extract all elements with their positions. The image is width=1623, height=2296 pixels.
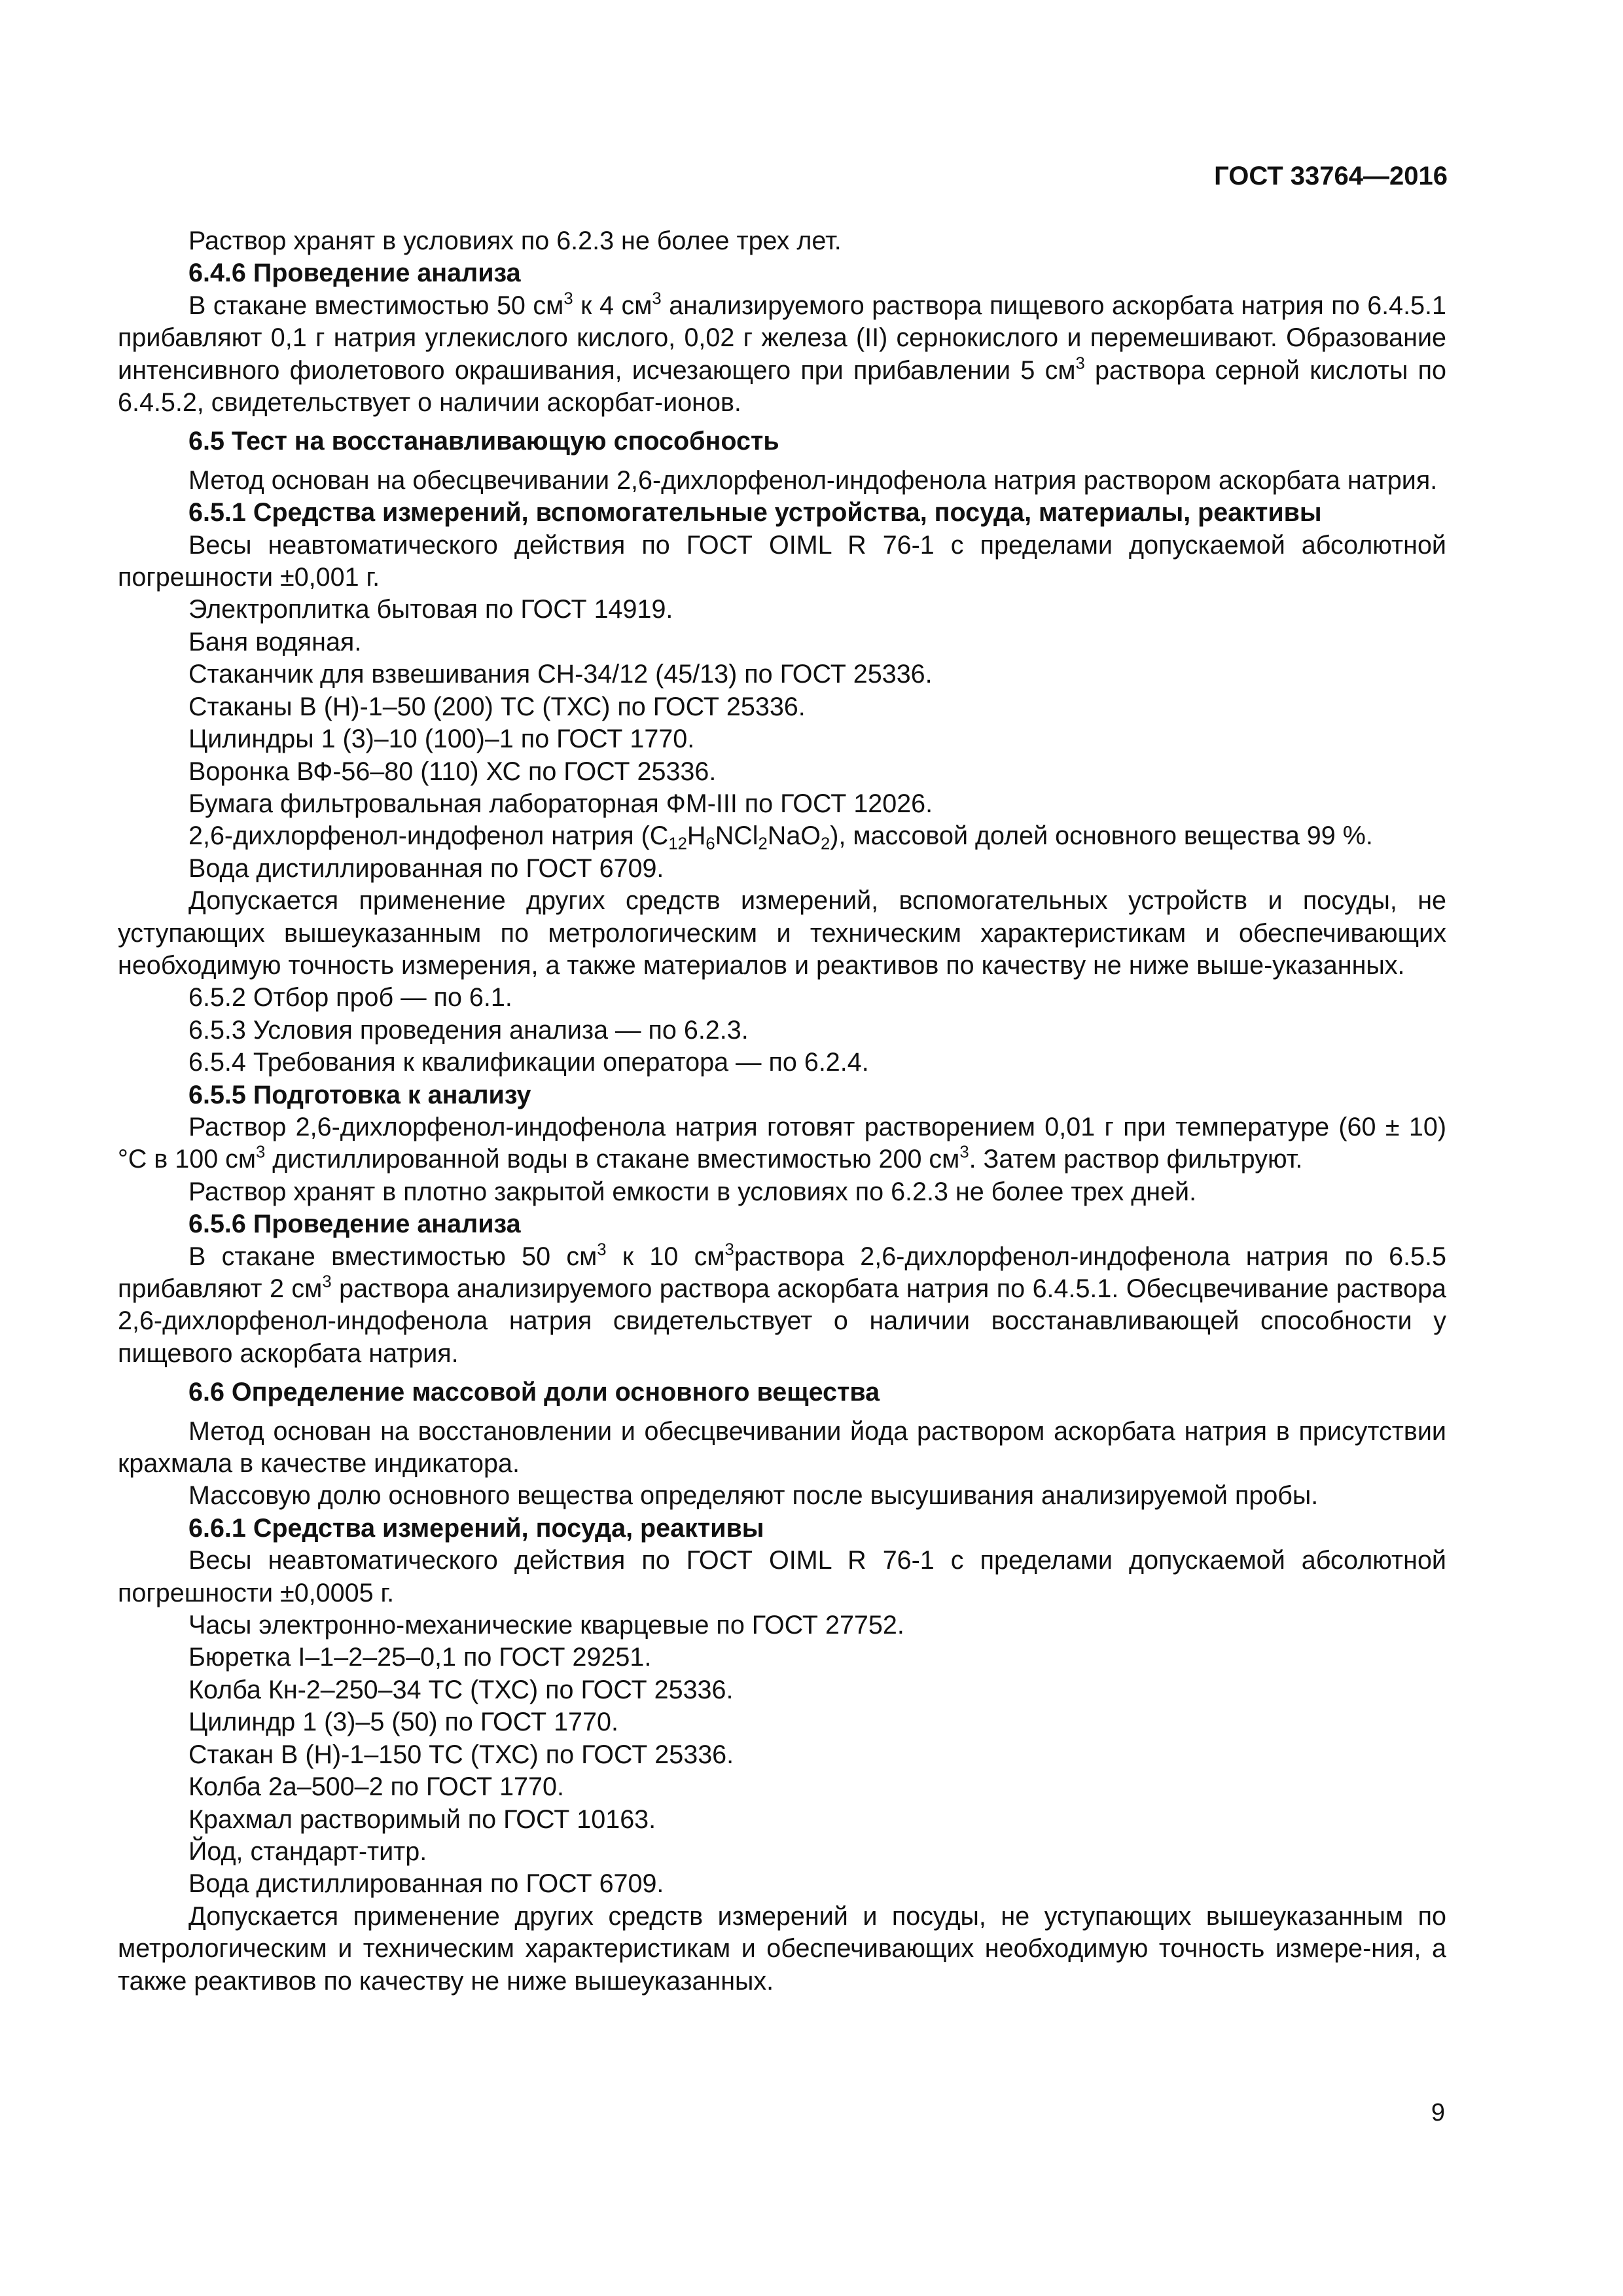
paragraph-storage-days: Раствор хранят в плотно закрытой емкости в условиях по 6.2.3 не более трех дней. <box>188 1177 1197 1206</box>
list-item-flask-2a: Колба 2а–500–2 по ГОСТ 1770. <box>188 1772 564 1802</box>
list-item-cylinders: Цилиндры 1 (3)–10 (100)–1 по ГОСТ 1770. <box>188 725 695 754</box>
list-item-funnel: Воронка ВФ-56–80 (110) ХС по ГОСТ 25336. <box>188 757 717 786</box>
heading-6-5: 6.5 Тест на восстанавливающую способность <box>188 427 779 456</box>
paragraph-method-6-6: Метод основан на восстановлении и обесцвечивании йода раствором аскорбата натрия в присутствии крахмала в качестве индикатора. <box>118 1416 1446 1479</box>
list-item-iodine: Йод, стандарт-титр. <box>188 1837 427 1866</box>
heading-6-5-6: 6.5.6 Проведение анализа <box>188 1210 521 1239</box>
paragraph-allowance: Допускается применение других средств измерений, вспомогательных устройств и посуды, не уступающих вышеуказанным по метрологическим и техническим характеристикам и обеспечивающих необходимую точность измерения, а также материалов и реактивов по качеству не ниже выше-указанных. <box>118 886 1446 980</box>
paragraph-6-5-3: 6.5.3 Условия проведения анализа — по 6.2.3. <box>188 1015 749 1045</box>
paragraph-allowance-2: Допускается применение других средств измерений и посуды, не уступающих вышеуказанным по метрологическим и техническим характеристикам и обеспечивающих необходимую точность измере-ния, а также реактивов по качеству не ниже вышеуказанных. <box>118 1901 1446 1996</box>
list-item-weighing-cup: Стаканчик для взвешивания СН-34/12 (45/13) по ГОСТ 25336. <box>188 660 933 689</box>
list-item-water-bath: Баня водяная. <box>188 627 362 656</box>
list-item-burette: Бюретка I–1–2–25–0,1 по ГОСТ 29251. <box>188 1643 652 1672</box>
list-item-scales-precise: Весы неавтоматического действия по ГОСТ OIML R 76-1 с пределами допускаемой абсолютной погрешности ±0,0005 г. <box>118 1546 1446 1607</box>
list-item-cylinder: Цилиндр 1 (3)–5 (50) по ГОСТ 1770. <box>188 1708 618 1737</box>
page-number: 9 <box>1431 2099 1445 2126</box>
list-item-distilled-water-2: Вода дистиллированная по ГОСТ 6709. <box>188 1869 664 1899</box>
list-item-reagent-formula: 2,6-дихлорфенол-индофенол натрия $(C_{12}H_6NCl_2NaO_2)$, массовой долей основного вещества 99 %. <box>188 821 1373 853</box>
heading-6-5-1: 6.5.1 Средства измерений, вспомогательные устройства, посуда, материалы, реактивы <box>188 498 1322 528</box>
list-item-filter-paper: Бумага фильтровальная лабораторная ФМ-III по ГОСТ 12026. <box>188 789 933 818</box>
list-item-starch: Крахмал растворимый по ГОСТ 10163. <box>188 1804 656 1834</box>
heading-6-6: 6.6 Определение массовой доли основного вещества <box>188 1378 880 1407</box>
list-item-scales: Весы неавтоматического действия по ГОСТ OIML R 76-1 с пределами допускаемой абсолютной погрешности ±0,001 г. <box>118 530 1446 592</box>
heading-6-4-6: 6.4.6 Проведение анализа <box>188 259 521 288</box>
document-body <box>118 225 1446 1998</box>
list-item-beaker: Стакан В (Н)-1–150 ТС (ТХС) по ГОСТ 25336. <box>188 1740 734 1769</box>
paragraph-mass-fraction: Массовую долю основного вещества определяют после высушивания анализируемой пробы. <box>188 1481 1319 1511</box>
paragraph-method-6-5: Метод основан на обесцвечивании 2,6-дихлорфенол-индофенола натрия раствором аскорбата натрия. <box>188 465 1438 495</box>
list-item-hotplate: Электроплитка бытовая по ГОСТ 14919. <box>188 595 673 624</box>
list-item-distilled-water: Вода дистиллированная по ГОСТ 6709. <box>188 853 664 883</box>
paragraph-preparation: Раствор 2,6-дихлорфенол-индофенола натрия готовят растворением 0,01 г при температуре (60 ± 10) °С в 100 $см^3$ дистиллированной воды в стакане вместимостью 200 $см^3$. Затем раствор фильтруют. <box>118 1112 1446 1174</box>
document-id: ГОСТ 33764—2016 <box>1214 162 1448 190</box>
heading-6-5-5: 6.5.5 Подготовка к анализу <box>188 1080 531 1109</box>
paragraph-analysis-6-4-6: В стакане вместимостью 50 $см^3$ к 4 $см^3$ анализируемого раствора пищевого аскорбата натрия по 6.4.5.1 прибавляют 0,1 г натрия углекислого кислого, 0,02 г железа (II) сернокислого и перемешивают. Образование интенсивного фиолетового окрашивания, исчезающего при прибавлении 5 $см^3$ раствора серной кислоты по 6.4.5.2, свидетельствует о наличии аскорбат-ионов. <box>118 289 1446 418</box>
paragraph-6-5-4: 6.5.4 Требования к квалификации оператора — по 6.2.4. <box>188 1048 869 1077</box>
list-item-clock: Часы электронно-механические кварцевые по ГОСТ 27752. <box>188 1611 904 1640</box>
paragraph-storage-note: Раствор хранят в условиях по 6.2.3 не более трех лет. <box>188 226 842 255</box>
paragraph-6-5-2: 6.5.2 Отбор проб — по 6.1. <box>188 983 512 1013</box>
list-item-beakers: Стаканы В (Н)-1–50 (200) ТС (ТХС) по ГОСТ 25336. <box>188 692 806 721</box>
list-item-flask-kn: Колба Кн-2–250–34 ТС (ТХС) по ГОСТ 25336. <box>188 1675 734 1704</box>
paragraph-analysis-6-5-6: В стакане вместимостью 50 $см^3$ к 10 $см^3раствора$ 2,6-дихлорфенол-индофенола натрия по 6.5.5 прибавляют 2 $см^3$ раствора анализируемого раствора аскорбата натрия по 6.4.5.1. Обесцвечивание раствора 2,6-дихлорфенол-индофенола натрия свидетельствует о наличии восстанавливающей способности у пищевого аскорбата натрия. <box>118 1240 1447 1368</box>
heading-6-6-1: 6.6.1 Средства измерений, посуда, реактивы <box>188 1513 764 1543</box>
